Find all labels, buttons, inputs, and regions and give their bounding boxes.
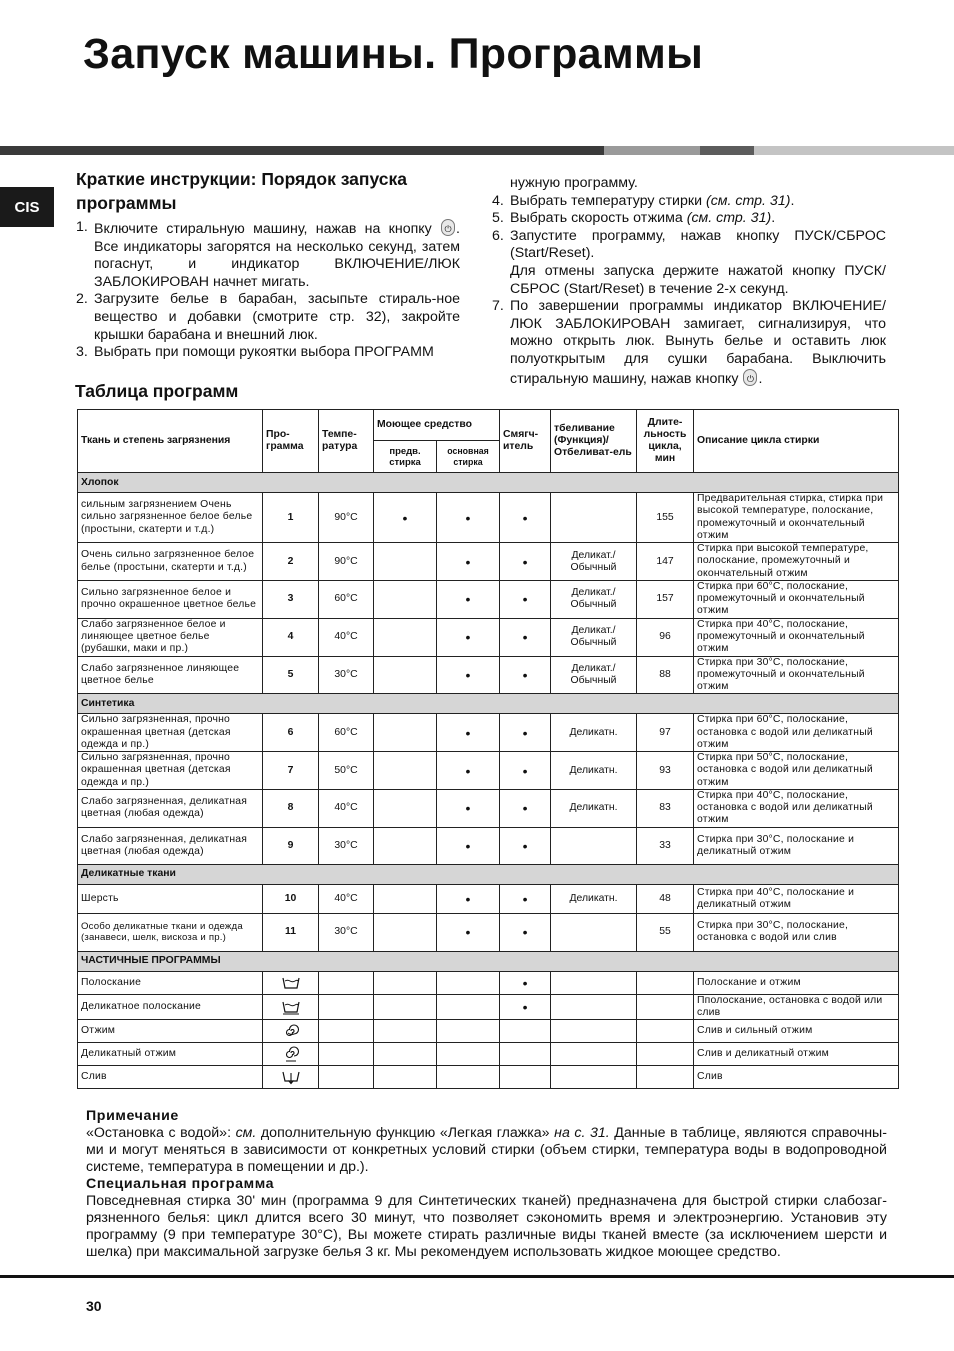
table-row: Полоскание • Полоскание и отжим	[78, 971, 899, 994]
header-bleach: тбеливание (Функция)/ Отбеливат-ель	[551, 410, 637, 473]
softener-dot: •	[500, 827, 551, 864]
header-duration: Длите-льность цикла, мин	[637, 410, 694, 473]
table-row: Сильно загрязненная, прочно окрашенная цветная (детская одежда и пр.) 7 50°C • • Деликатн. 93 Стирка при 50°C, полоскание, остановка с водой или деликатный отжим	[78, 752, 899, 790]
note-text: «Остановка с водой»: см. дополнительную функцию «Легкая глажка» на с. 31. Данные в таблице, являются справочны-ми и могут меняться в зависимости от конкретных условий стирки (объем стирки, температура воды в водопроводной системе, температура в помещении и др.).	[86, 1125, 887, 1175]
softener-dot: •	[500, 884, 551, 913]
main-wash-dot: •	[437, 714, 500, 752]
table-row: Слабо загрязненное линяющее цветное белье 5 30°C • • Деликат./ Обычный 88 Стирка при 30°C, полоскание, промежуточный и окончательный отжим	[78, 656, 899, 694]
softener-dot: •	[500, 994, 551, 1019]
softener-dot: •	[500, 656, 551, 694]
step-6: 6. Запустите программу, нажав кнопку ПУСК/СБРОС (Start/Reset). Для отмены запуска держите нажатой кнопку ПУСК/СБРОС (Start/Reset) в течение 2-х секунд.	[492, 227, 886, 297]
header-prewash: предв. стирка	[374, 441, 437, 473]
table-row: Деликатный отжим Слив и деликатный отжим	[78, 1043, 899, 1066]
main-wash-dot: •	[437, 493, 500, 543]
delicate-rinse-icon	[280, 999, 302, 1015]
rinse-icon	[280, 975, 302, 991]
main-wash-dot: •	[437, 827, 500, 864]
header-main-wash: основная стирка	[437, 441, 500, 473]
program-table-heading: Таблица программ	[75, 381, 239, 401]
table-row: Отжим Слив и сильный отжим	[78, 1020, 899, 1043]
special-program-heading: Специальная программа	[86, 1176, 275, 1192]
softener-dot: •	[500, 971, 551, 994]
header-bar-accent	[700, 146, 754, 155]
step-5: 5. Выбрать скорость отжима (см. стр. 31).	[492, 210, 776, 227]
header-program: Про-грамма	[263, 410, 319, 473]
header-bar-dark	[0, 146, 604, 155]
header-temperature: Темпе-ратура	[319, 410, 374, 473]
step-2: 2. Загрузите белье в барабан, засыпьте стираль-ное вещество и добавки (смотрите стр. 32), закройте крышки барабана и внешний люк.	[76, 291, 460, 343]
main-wash-dot: •	[437, 581, 500, 619]
section-synthetic: Синтетика	[78, 694, 899, 714]
softener-dot: •	[500, 543, 551, 581]
header-softener: Смягч-итель	[500, 410, 551, 473]
table-row: Слабо загрязненное белое и линяющее цветное белье (рубашки, маки и пр.) 4 40°C • • Деликат./ Обычный 96 Стирка при 40°C, полоскание, промежуточный и окончательный отжим	[78, 618, 899, 656]
table-row: Слив Слив	[78, 1066, 899, 1089]
softener-dot: •	[500, 581, 551, 619]
softener-dot: •	[500, 493, 551, 543]
notes-section	[86, 1108, 887, 1261]
header-bar-light	[754, 146, 954, 155]
table-row: Слабо загрязненная, деликатная цветная (любая одежда) 9 30°C • • 33 Стирка при 30°C, полоскание и деликатный отжим	[78, 827, 899, 864]
footer-divider	[0, 1275, 954, 1278]
header-fabric: Ткань и степень загрязнения	[78, 410, 263, 473]
table-row: Сильно загрязненная, прочно окрашенная цветная (детская одежда и пр.) 6 60°C • • Деликатн. 97 Стирка при 60°C, полоскание, остановка с водой или деликатный отжим	[78, 714, 899, 752]
header-description: Описание цикла стирки	[694, 410, 899, 473]
softener-dot: •	[500, 913, 551, 951]
page-title: Запуск машины. Программы	[83, 30, 704, 78]
main-wash-dot: •	[437, 884, 500, 913]
table-row: Шерсть 10 40°C • • Деликатн. 48 Стирка при 40°C, полоскание и деликатный отжим	[78, 884, 899, 913]
main-wash-dot: •	[437, 543, 500, 581]
section-partial: ЧАСТИЧНЫЕ ПРОГРАММЫ	[78, 951, 899, 971]
step-1: 1. Включите стиральную машину, нажав на кнопку ⏻ . Все индикаторы загорятся на несколько секунд, затем погаснут, и индикатор ВКЛЮЧЕНИЕ/ЛЮК ЗАБЛОКИРОВАН начнет мигать.	[76, 219, 460, 291]
delicate-spin-icon	[280, 1046, 302, 1062]
softener-dot: •	[500, 789, 551, 827]
header-detergent: Моющее средство	[374, 410, 500, 441]
softener-dot: •	[500, 752, 551, 790]
table-row: Особо деликатные ткани и одежда (занавеси, шелк, вискоза и пр.) 11 30°C • • 55 Стирка при 30°C, полоскание, остановка с водой или слив	[78, 913, 899, 951]
power-button-icon	[743, 369, 757, 386]
special-program-text: Повседневная стирка 30' мин (программа 9 для Синтетических тканей) предназначена для быстрой стирки слабозаг-рязненного белья: цикл длится всего 30 минут, что позволяет сэкономить время и электроэнергию. Установив эту программу (9 при температуре 30°C), Вы можете стирать различные виды тканей вместе (за исключением шерсти и шелка) при максимальной загрузке белья 3 кг. Мы рекомендуем использовать жидкое моющее средство.	[86, 1193, 887, 1260]
power-button-icon	[441, 219, 455, 236]
steps-list-right	[492, 175, 886, 388]
spin-icon	[280, 1023, 302, 1039]
language-tab: CIS	[0, 187, 54, 227]
program-table	[77, 409, 899, 1089]
step-3: 3. Выбрать при помощи рукоятки выбора ПРОГРАММ	[76, 344, 434, 361]
header-bar-mid	[604, 146, 700, 155]
softener-dot: •	[500, 618, 551, 656]
step-3-continued: нужную программу.	[510, 175, 638, 191]
table-row: Деликатное полоскание • Пполоскание, остановка с водой или слив	[78, 994, 899, 1019]
main-wash-dot: •	[437, 913, 500, 951]
table-row: Очень сильно загрязненное белое белье (простыни, скатерти и т.д.) 2 90°C • • Деликат./ Обычный 147 Стирка при высокой температуре, полоскание, промежуточный и окончательный отжим	[78, 543, 899, 581]
step-7: 7. По завершении программы индикатор ВКЛЮЧЕНИЕ/ЛЮК ЗАБЛОКИРОВАН замигает, сигнализируя, что можно открыть люк. Вынуть белье и оставить люк полуоткрытым для сушки барабана. Выключить стиральную машину, нажав кнопку ⏻ .	[492, 298, 886, 388]
steps-list-left	[76, 219, 460, 362]
section-delicate: Деликатные ткани	[78, 864, 899, 884]
table-row: сильным загрязнением Очень сильно загрязненное белое белье (простыни, скатерти и т.д.) 1 90°C • • • 155 Предварительная стирка, стирка при высокой температуре, полоскание, промежуточный и окончательный отжим	[78, 493, 899, 543]
section-cotton: Хлопок	[78, 473, 899, 493]
softener-dot: •	[500, 714, 551, 752]
table-row: Сильно загрязненное белое и прочно окрашенное цветное белье 3 60°C • • Деликат./ Обычный 157 Стирка при 60°C, полоскание, промежуточный и окончательный отжим	[78, 581, 899, 619]
main-wash-dot: •	[437, 789, 500, 827]
main-wash-dot: •	[437, 656, 500, 694]
drain-icon	[280, 1069, 302, 1085]
table-row: Слабо загрязненная, деликатная цветная (любая одежда) 8 40°C • • Деликатн. 83 Стирка при 40°C, полоскание, остановка с водой или деликатный отжим	[78, 789, 899, 827]
main-wash-dot: •	[437, 618, 500, 656]
prewash-dot: •	[374, 493, 437, 543]
main-wash-dot: •	[437, 752, 500, 790]
step-4: 4. Выбрать температуру стирки (см. стр. 31).	[492, 192, 795, 209]
page-number: 30	[86, 1298, 102, 1314]
note-heading: Примечание	[86, 1108, 179, 1124]
quick-instructions-heading: Краткие инструкции: Порядок запуска программы	[76, 169, 407, 213]
